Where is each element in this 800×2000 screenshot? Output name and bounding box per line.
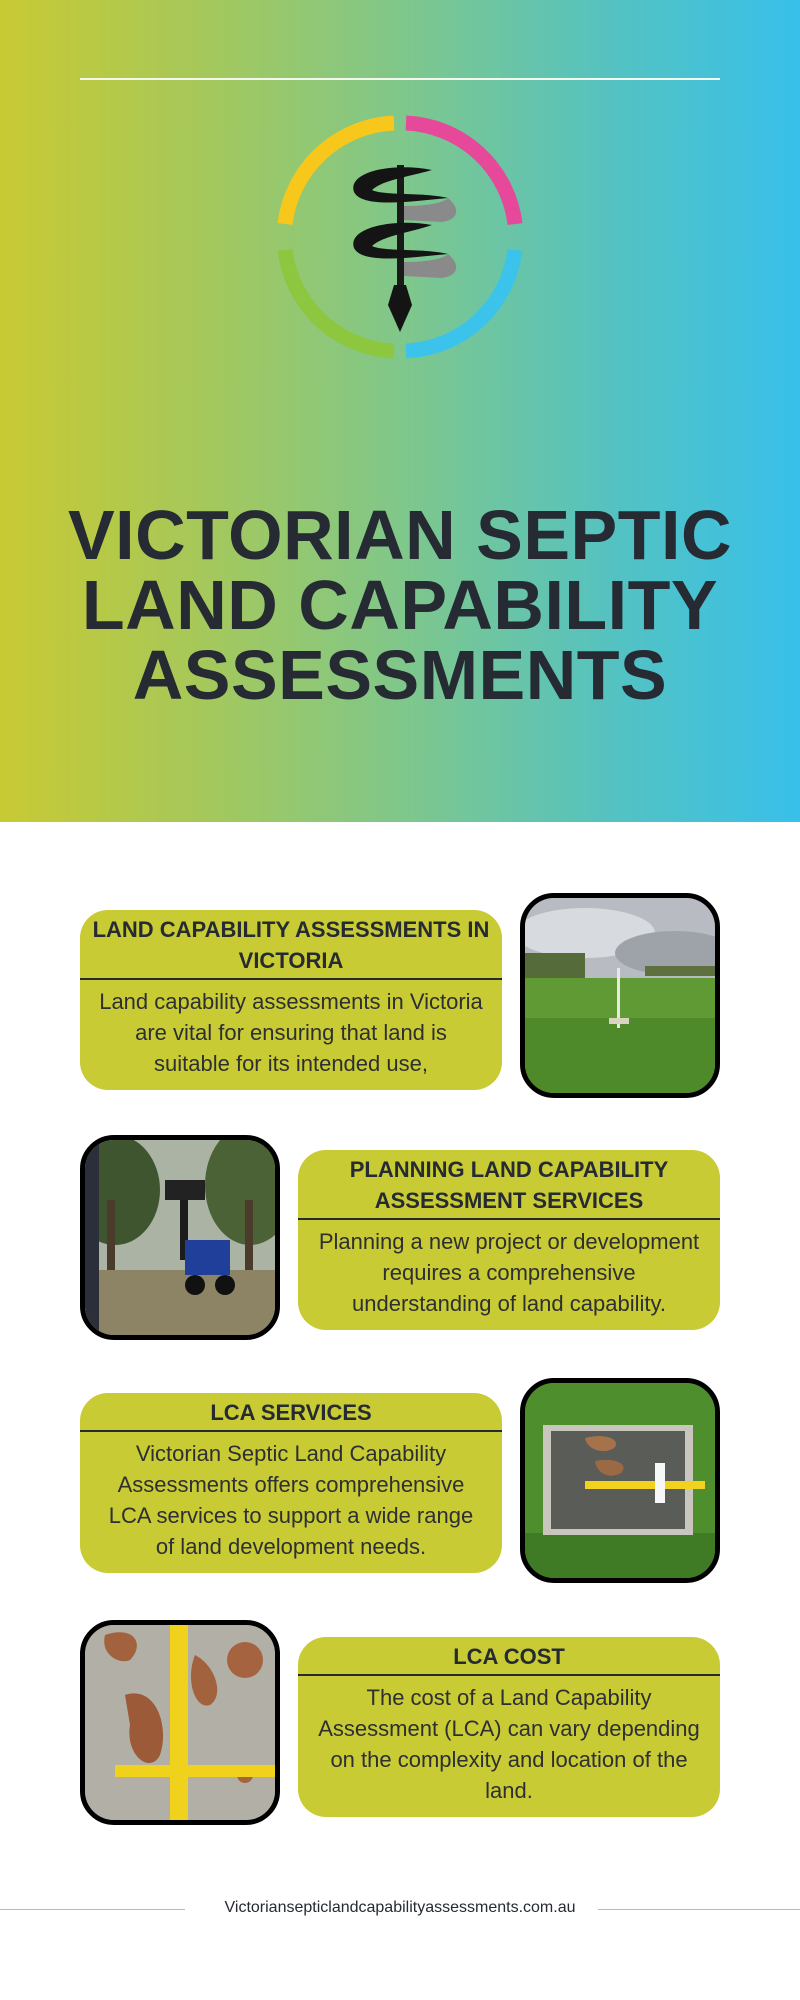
- auger-machine-photo: [80, 1135, 280, 1340]
- section-card-lca-cost: [298, 1637, 720, 1817]
- section-title: LCA COST: [453, 1644, 565, 1669]
- section-title: PLANNING LAND CAPABILITY ASSESSMENT SERVICES: [349, 1157, 669, 1213]
- section-body: Planning a new project or development requires a comprehensive understanding of land capability.: [318, 1229, 700, 1316]
- section-title: LCA SERVICES: [210, 1400, 372, 1425]
- section-card-planning-services: [298, 1150, 720, 1330]
- section-body: The cost of a Land Capability Assessment (LCA) can vary depending on the complexity and location of the land.: [318, 1685, 700, 1803]
- section-card-land-capability-assessments: [80, 910, 502, 1090]
- footer-divider-left: [0, 1909, 185, 1910]
- page-title: [40, 496, 760, 714]
- page-title-line-1: VICTORIAN SEPTIC: [67, 496, 732, 574]
- section-card-lca-services: [80, 1393, 502, 1573]
- section-title: LAND CAPABILITY ASSESSMENTS IN VICTORIA: [92, 917, 490, 973]
- grass-field-test-pit-photo: [520, 893, 720, 1098]
- footer-divider-right: [598, 1909, 800, 1910]
- hero-divider: [80, 78, 720, 80]
- website-link[interactable]: Victoriansepticlandcapabilityassessments.com.au: [224, 1899, 576, 1916]
- soil-sample-tray-photo: [520, 1378, 720, 1583]
- section-body: Land capability assessments in Victoria are vital for ensuring that land is suitable for its intended use,: [99, 989, 483, 1076]
- page-title-line-3: ASSESSMENTS: [132, 636, 668, 714]
- page-title-line-2: LAND CAPABILITY: [81, 566, 719, 644]
- soil-sample-measuring-tape-photo: [80, 1620, 280, 1825]
- auger-logo-icon: [272, 110, 528, 370]
- hero-banner: [0, 0, 800, 822]
- section-body: Victorian Septic Land Capability Assessments offers comprehensive LCA services to support a wide range of land development needs.: [108, 1441, 474, 1559]
